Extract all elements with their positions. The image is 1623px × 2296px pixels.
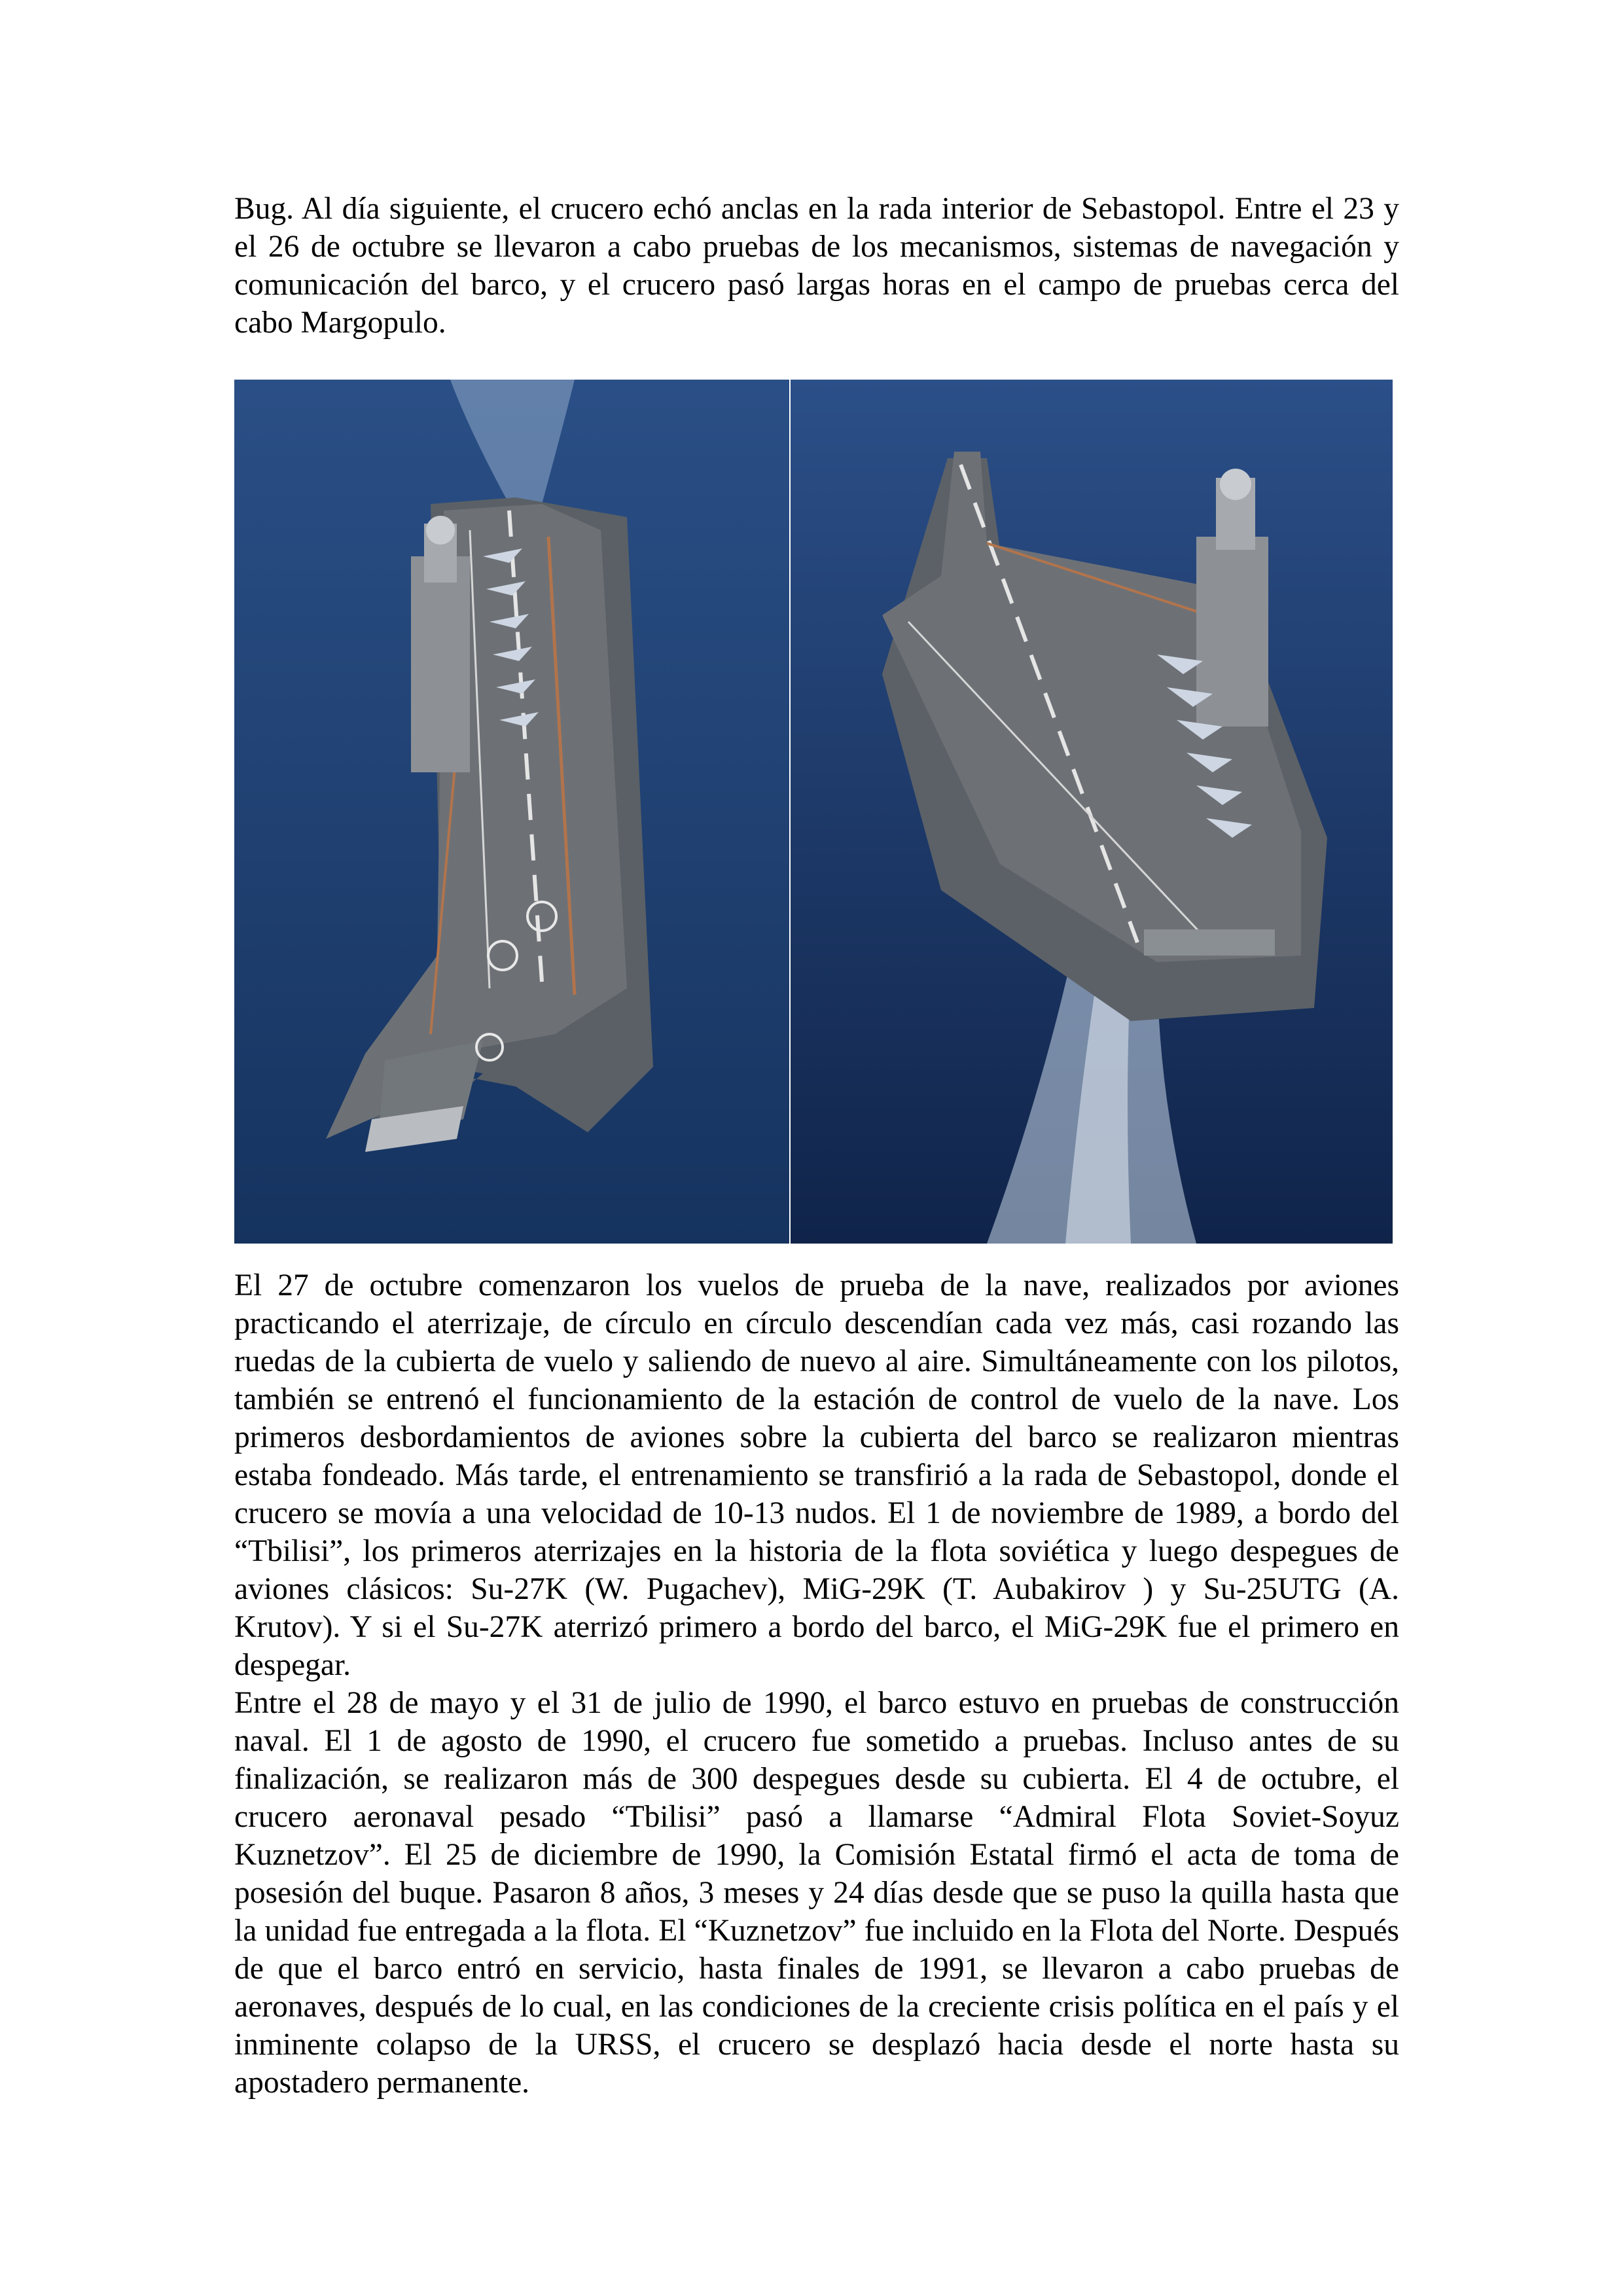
paragraph-3-text: Entre el 28 de mayo y el 31 de julio de 1990, el barco estuvo en pruebas de construcción naval. El 1 de agosto de 1990, el crucero fue sometido a pruebas. Incluso antes de su finalización, se realizaron más de 300 despegues desde su cubierta. El 4 de octubre, el crucero aeronaval pesado “Tbilisi” pasó a llamarse “Admiral Flota Soviet-Soyuz Kuznetzov”. El 25 de diciembre de 1990, la Comisión Estatal firmó el acta de toma de posesión del buque. Pasaron 8 años, 3 meses y 24 días desde que se puso la quilla hasta que la unidad fue entregada a la flota. El “Kuznetzov” fue incluido en la Flota del Norte. Después de que el barco entró en servicio, hasta finales de 1991, se llevaron a cabo pruebas de aeronaves, después de lo cual, en las condiciones de la creciente crisis política en el país y el inminente colapso de la URSS, el crucero se desplazó hacia desde el norte hasta su apostadero permanente. <box>234 1686 1399 2100</box>
carrier-photo-stern-drawing <box>791 380 1393 1244</box>
carrier-photo-stern <box>791 380 1393 1244</box>
paragraph-1-text: Bug. Al día siguiente, el crucero echó anclas en la rada interior de Sebastopol. Entre el 23 y el 26 de octubre se llevaron a cabo pruebas de los mecanismos, sistemas de navegación y comunicación del barco, y el crucero pasó largas horas en el campo de pruebas cerca del cabo Margopulo. <box>234 192 1399 340</box>
paragraph-2 <box>234 1266 1399 1684</box>
carrier-photo-overhead-drawing <box>234 380 789 1244</box>
paragraph-3 <box>234 1684 1399 2102</box>
paragraph-1 <box>234 190 1399 342</box>
carrier-photo-overhead <box>234 380 789 1244</box>
paragraph-2-text: El 27 de octubre comenzaron los vuelos de prueba de la nave, realizados por aviones practicando el aterrizaje, de círculo en círculo descendían cada vez más, casi rozando las ruedas de la cubierta de vuelo y saliendo de nuevo al aire. Simultáneamente con los pilotos, también se entrenó el funcionamiento de la estación de control de vuelo de la nave. Los primeros desbordamientos de aviones sobre la cubierta del barco se realizaron mientras estaba fondeado. Más tarde, el entrenamiento se transfirió a la rada de Sebastopol, donde el crucero se movía a una velocidad de 10-13 nudos. El 1 de noviembre de 1989, a bordo del “Tbilisi”, los primeros aterrizajes en la historia de la flota soviética y luego despegues de aviones clásicos: Su-27K (W. Pugachev), MiG-29K (T. Aubakirov ) y Su-25UTG (A. Krutov). Y si el Su-27K aterrizó primero a bordo del barco, el MiG-29K fue el primero en despegar. <box>234 1268 1399 1682</box>
